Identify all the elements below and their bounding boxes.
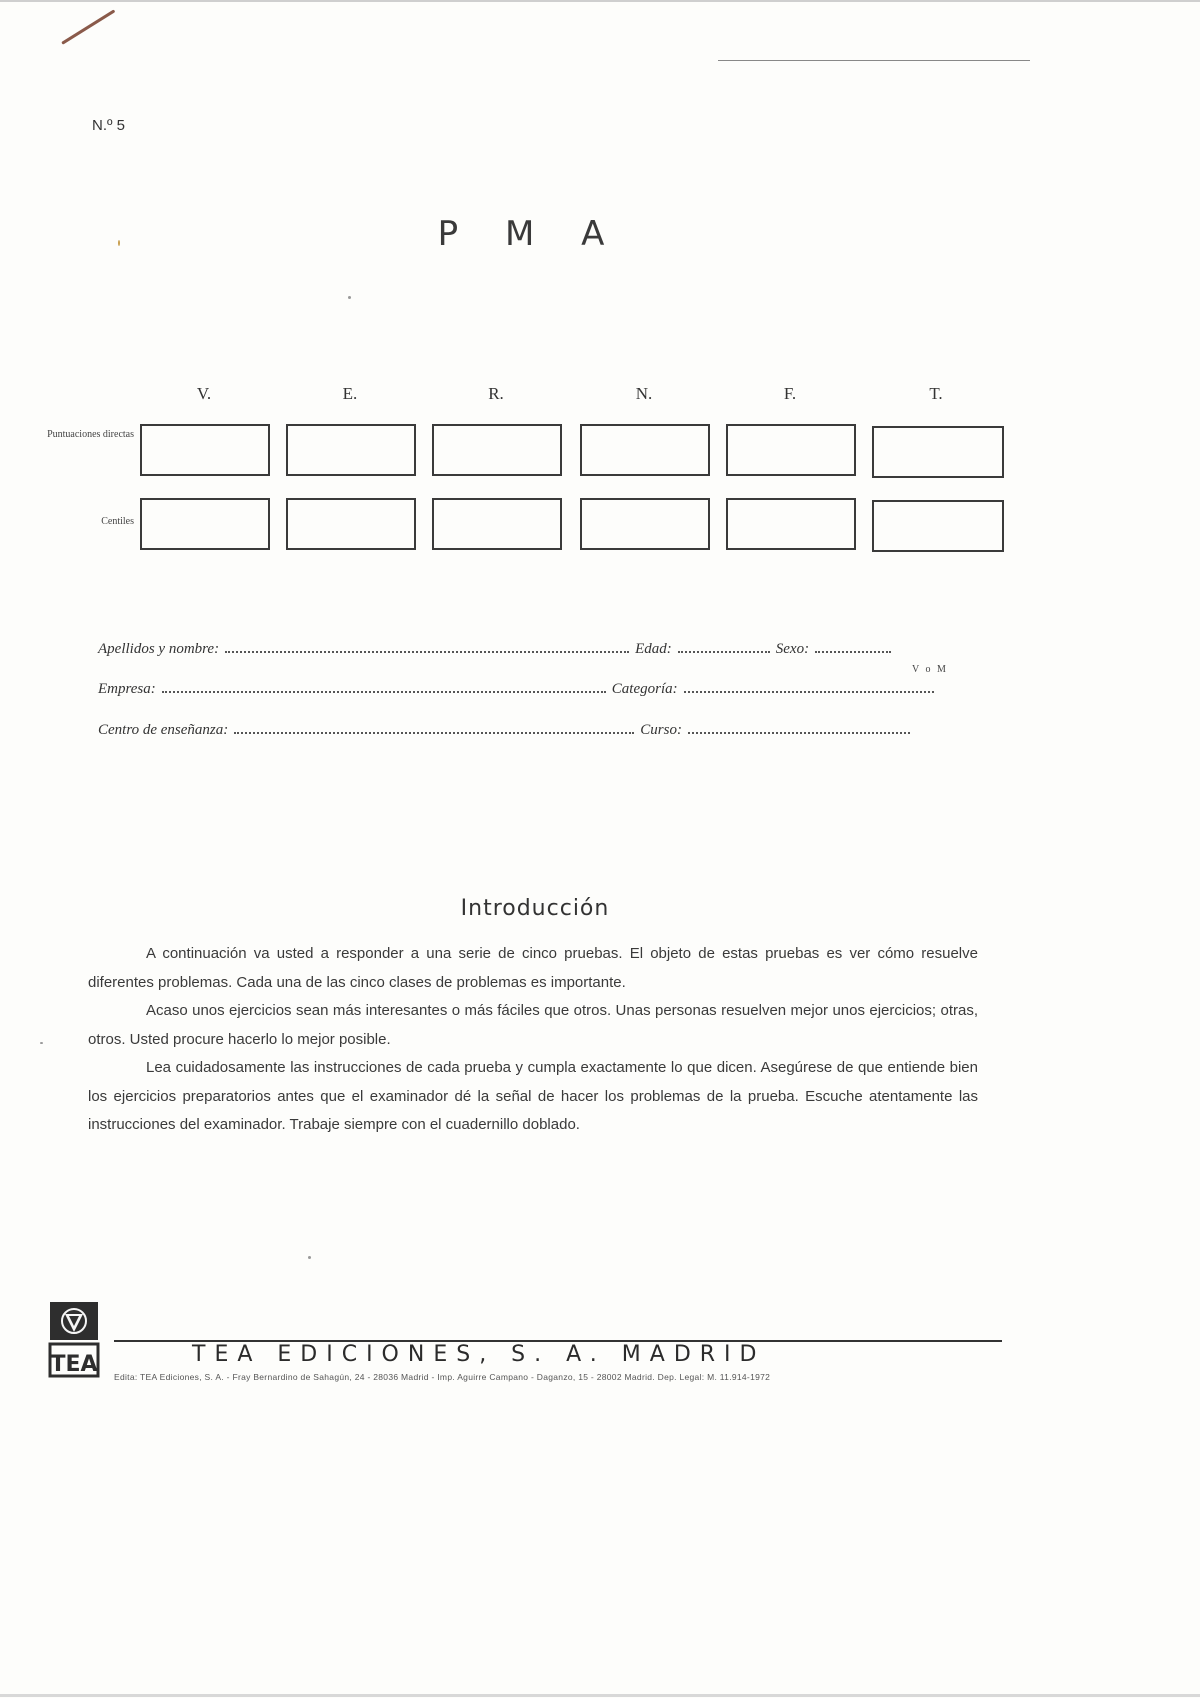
direct-score-box-r[interactable] — [432, 424, 562, 476]
direct-score-box-n[interactable] — [580, 424, 710, 476]
form-number: N.º 5 — [92, 117, 125, 134]
scan-speck — [118, 240, 120, 246]
course-field[interactable] — [688, 722, 910, 734]
page-bottom-edge — [0, 1694, 1200, 1697]
intro-body — [88, 940, 978, 1140]
centile-box-r[interactable] — [432, 498, 562, 550]
column-label-r: R. — [488, 384, 504, 403]
sex-hint: V o M — [912, 664, 948, 675]
name-field[interactable] — [225, 641, 629, 653]
scan-speck — [348, 296, 351, 299]
scan-speck — [308, 1256, 311, 1259]
column-label-t: T. — [929, 384, 943, 403]
centile-box-v[interactable] — [140, 498, 270, 550]
course-label: Curso: — [640, 722, 682, 738]
column-label-f: F. — [783, 384, 797, 403]
name-label: Apellidos y nombre: — [98, 641, 220, 657]
scan-speck — [40, 1042, 43, 1044]
column-label-e: E. — [342, 384, 358, 403]
company-label: Empresa: — [98, 681, 156, 697]
age-field[interactable] — [678, 641, 770, 653]
category-field[interactable] — [684, 681, 934, 693]
top-rule — [718, 60, 1030, 61]
centile-box-n[interactable] — [580, 498, 710, 550]
intro-paragraph: A continuación va usted a responder a una serie de cinco pruebas. El objeto de estas pruebas es ver cómo resuelve diferentes problemas. Cada una de las cinco clases de problemas es importante. — [88, 945, 978, 991]
page-top-edge — [0, 0, 1200, 2]
column-label-n: N. — [635, 384, 653, 403]
direct-score-box-e[interactable] — [286, 424, 416, 476]
publisher-name: TEA EDICIONES, S. A. MADRID — [192, 1342, 766, 1367]
direct-score-box-v[interactable] — [140, 424, 270, 476]
sex-label: Sexo: — [775, 641, 810, 657]
centile-box-f[interactable] — [726, 498, 856, 550]
pen-mark — [61, 9, 115, 44]
field-row-name — [98, 641, 897, 658]
field-row-company — [98, 681, 940, 698]
school-label: Centro de enseñanza: — [98, 722, 229, 738]
row-label-direct-scores: Puntuaciones directas — [47, 429, 134, 440]
tea-logo — [48, 1300, 100, 1378]
intro-paragraph: Acaso unos ejercicios sean más interesantes o más fáciles que otros. Unas personas resuelven mejor unos ejercicios; otras, otros. Usted procure hacerlo lo mejor posible. — [88, 1002, 978, 1048]
direct-score-box-f[interactable] — [726, 424, 856, 476]
tea-logo-graphic — [48, 1300, 100, 1378]
column-label-v: V. — [196, 384, 212, 403]
centile-box-t[interactable] — [872, 500, 1004, 552]
page-title: P M A — [437, 214, 623, 254]
category-label: Categoría: — [611, 681, 678, 697]
school-field[interactable] — [234, 722, 634, 734]
imprint-line: Edita: TEA Ediciones, S. A. - Fray Bernardino de Sahagún, 24 - 28036 Madrid - Imp. Aguirre Campano - Daganzo, 15 - 28002 Madrid. Dep. Legal: M. 11.914-1972 — [114, 1372, 771, 1382]
sex-field[interactable] — [815, 641, 891, 653]
age-label: Edad: — [635, 641, 672, 657]
row-label-centiles: Centiles — [101, 516, 134, 527]
field-row-school — [98, 722, 916, 739]
logo-text: TEA — [50, 1352, 98, 1377]
intro-paragraph: Lea cuidadosamente las instrucciones de cada prueba y cumpla exactamente lo que dicen. Asegúrese de que entiende bien los ejercicios preparatorios antes que el examinador dé la señal de hacer los problemas de la prueba. Escuche atentamente las instrucciones del examinador. Trabaje siempre con el cuadernillo doblado. — [88, 1059, 978, 1133]
direct-score-box-t[interactable] — [872, 426, 1004, 478]
centile-box-e[interactable] — [286, 498, 416, 550]
company-field[interactable] — [162, 681, 606, 693]
intro-title: Introducción — [460, 896, 610, 921]
